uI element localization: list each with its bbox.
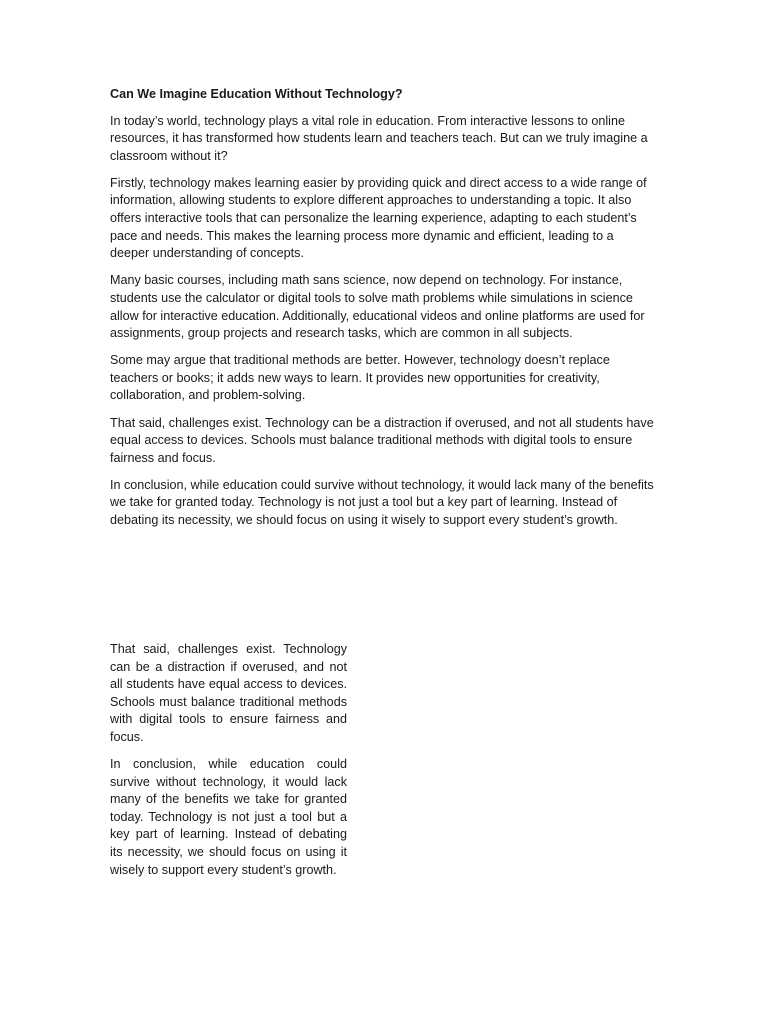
paragraph-challenges: That said, challenges exist. Technology can be a distraction if overused, and not all students have equal access to devices. Schools must balance traditional methods with digital tools to ensure fairness and focus. xyxy=(110,415,654,465)
paragraph-traditional-methods: Some may argue that traditional methods are better. However, technology doesn’t replace teachers or books; it adds new ways to learn. It provides new opportunities for creativity, collaboration, and problem-solving. xyxy=(110,353,610,403)
essay-body xyxy=(110,86,656,539)
column-paragraph-conclusion: In conclusion, while education could survive without technology, it would lack many of the benefits we take for granted today. Technology is not just a tool but a key part of learning. Instead of debating its necessity, we should focus on using it wisely to support every student’s growth. xyxy=(110,757,347,877)
paragraph-intro: In today’s world, technology plays a vital role in education. From interactive lessons to online resources, it has transformed how students learn and teachers teach. But can we truly imagine a classroom without it? xyxy=(110,113,648,163)
paragraph-firstly: Firstly, technology makes learning easier by providing quick and direct access to a wide range of information, allowing students to explore different approaches to understanding a topic. It also offers interactive tools that can personalize the learning experience, adapting to each student’s pace and needs. This makes the learning process more dynamic and efficient, leading to a deeper understanding of concepts. xyxy=(110,175,647,261)
column-text-block xyxy=(110,641,347,889)
essay-title: Can We Imagine Education Without Technology? xyxy=(110,87,403,101)
column-paragraph-challenges: That said, challenges exist. Technology can be a distraction if overused, and not all students have equal access to devices. Schools must balance traditional methods with digital tools to ensure fairness and focus. xyxy=(110,642,347,744)
paragraph-basic-courses: Many basic courses, including math sans science, now depend on technology. For instance, students use the calculator or digital tools to solve math problems while simulations in science allow for interactive education. Additionally, educational videos and online platforms are used for assignments, group projects and research tasks, which are common in all subjects. xyxy=(110,273,645,341)
paragraph-conclusion: In conclusion, while education could survive without technology, it would lack many of the benefits we take for granted today. Technology is not just a tool but a key part of learning. Instead of debating its necessity, we should focus on using it wisely to support every student’s growth. xyxy=(110,477,654,527)
